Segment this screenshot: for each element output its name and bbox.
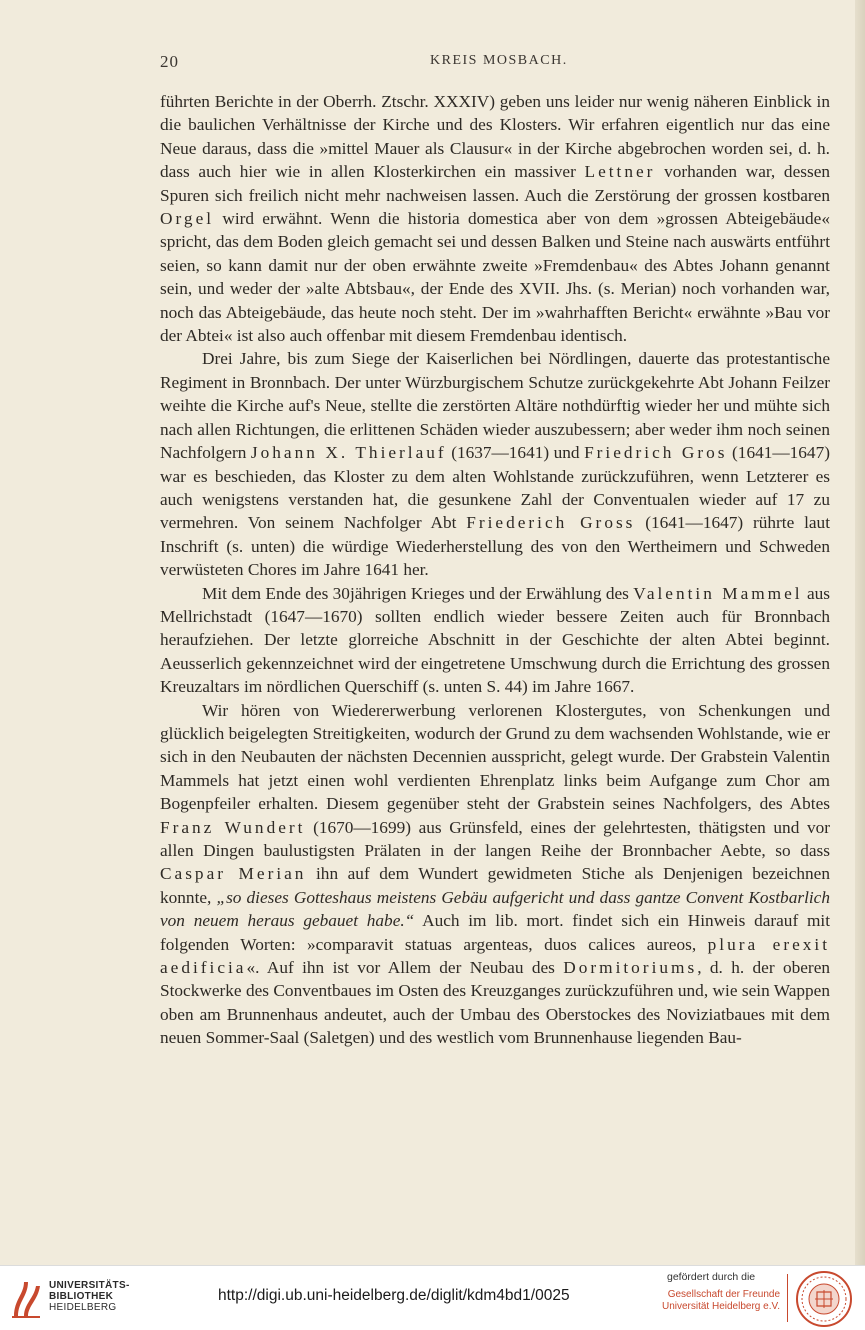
spaced-name: Dormitoriums <box>563 958 698 978</box>
text-run: (1670—1699) aus Grünsfeld, eines der gelehrtesten, thätigsten und vor allen Dingen baulustigsten Prälaten in der langen Reihe der Bronnbacher Aebte, so dass <box>160 817 831 860</box>
spaced-name: Johann X. Thierlauf <box>250 443 447 463</box>
page-number: 20 <box>160 52 179 71</box>
university-library-logo-icon <box>10 1276 42 1320</box>
spaced-name: Orgel <box>160 209 215 229</box>
sponsor-name: Gesellschaft der Freunde Universität Heidelberg e.V. <box>661 1289 780 1312</box>
text-run: aus Mellrichstadt (1647—1670) sollten endlich wieder bessere Zeiten auch für Bronnbach heraufziehen. Der letzte glorreiche Abschnitt in der Geschichte der alten Abtei beginnt. Aeusserlich gekennzeichnet wird der eingetretene Umschwung durch die Errichtung des grossen Kreuzaltars im nördlichen Querschiff (s. unten S. 44) im Jahre 1667. <box>160 583 830 697</box>
text-run: führten Berichte in der Oberrh. Ztschr. XXXIV) geben uns leider nur wenig näheren Einblick in die baulichen Verhältnisse der Kirche und des Klosters. Wir erfahren eigentlich nur das eine Neue daraus, dass die »mittel Mauer als Clausur« in der Kirche abgebrochen worden sei, d. h. dass auch hier wie in allen Klosterkirchen ein massiver <box>160 92 830 182</box>
italic-quote: „so dieses Gotteshaus meistens Gebäu aufgericht und dass gantze Convent Kostbarlich von neuem heraus gebauet habe.“ <box>160 887 830 931</box>
spaced-name: Caspar Merian <box>160 864 307 884</box>
footer-divider <box>787 1274 788 1322</box>
library-name: UNIVERSITÄTS- BIBLIOTHEK HEIDELBERG <box>49 1280 130 1313</box>
page-edge-shadow <box>855 0 865 1265</box>
text-run: ihn auf dem Wundert gewidmeten Stiche als Denjenigen bezeichnen konnte, <box>160 864 830 907</box>
paragraph-1 <box>160 90 830 347</box>
spaced-name: Lettner <box>584 162 656 182</box>
body-text <box>160 90 830 1050</box>
running-head: KREIS MOSBACH. <box>430 53 568 68</box>
permalink-url[interactable]: http://digi.ub.uni-heidelberg.de/diglit/kdm4bd1/0025 <box>218 1287 570 1304</box>
paragraph-2 <box>160 347 830 581</box>
paragraph-3 <box>160 582 830 699</box>
paragraph-4 <box>160 699 830 1050</box>
sponsor-label: gefördert durch die <box>667 1271 756 1283</box>
text-run: wird erwähnt. Wenn die historia domestica aber von dem »grossen Abteigebäude« spricht, das dem Boden gleich gemacht sei und dessen Balken und Steine nach auswärts entführt seien, so kann damit nur der oben erwähnte zweite »Fremdenbau« des Abtes Johann genannt sein, und weder der »alte Abtsbau«, der Ende des XVII. Jhs. (s. Merian) noch vorhanden war, noch das Abteigebäude, das heute noch steht. Der im »wahrhafften Bericht« erwähnte »Bau vor der Abtei« ist also auch offenbar mit diesem Fremdenbau identisch. <box>160 209 830 346</box>
text-run: , d. h. der oberen Stockwerke des Conventbaues im Osten des Kreuzganges zurückzuführen und, wie sein Wappen oben am Brunnenhaus andeutet, auch der Umbau des Oberstockes des Noviziatbaues mit dem neuen Sommer-Saal (Saletgen) und des westlich vom Brunnenhause liegenden Bau- <box>160 958 831 1048</box>
spaced-name: Friedrich Gros <box>584 443 728 463</box>
text-run: Mit dem Ende des 30jährigen Krieges und der Erwählung des <box>202 583 634 603</box>
page-header <box>160 50 830 74</box>
spaced-name: Friederich Gross <box>466 513 636 533</box>
text-run: (1641—1647) war es beschieden, das Kloster zu dem alten Wohlstande zurückzuführen, wenn Letzterer es auch wenigstens verstanden hat, die gesunkene Zahl der Conventualen wieder auf 17 zu vermehren. Von seinem Nachfolger Abt <box>160 443 830 533</box>
text-run: Drei Jahre, bis zum Siege der Kaiserlichen bei Nördlingen, dauerte das protestantische Regiment in Bronnbach. Der unter Würzburgischem Schutze zurückgekehrte Abt Johann Feilzer weihte die Kirche auf's Neue, stellte die zerstörten Altäre nothdürftig wieder her und mühte sich nach allen Richtungen, die erlittenen Schäden wieder auszubessern; aber weder ihm noch seinen Nachfolgern <box>160 349 830 463</box>
spaced-name: plura erexit aedificia <box>160 934 830 978</box>
viewer-footer <box>0 1265 865 1330</box>
spaced-name: Franz Wundert <box>160 817 306 837</box>
text-run: (1637—1641) und <box>446 443 585 463</box>
spaced-name: Valentin Mammel <box>633 583 803 603</box>
university-seal-icon <box>795 1270 853 1328</box>
text-run: vorhanden war, dessen Spuren sich freilich nicht mehr nachweisen lassen. Auch die Zerstörung der grossen kostbaren <box>160 162 831 205</box>
text-run: «. Auf ihn ist vor Allem der Neubau des <box>246 958 564 978</box>
text-run: (1641—1647) rührte laut Inschrift (s. unten) die würdige Wiederherstellung des von den Wertheimern und Schweden verwüsteten Chores im Jahre 1641 her. <box>160 513 830 580</box>
text-run: Auch im lib. mort. findet sich ein Hinweis darauf mit folgenden Worten: »comparavit statuas argenteas, duos calices aureos, <box>160 911 830 954</box>
text-run: Wir hören von Wiedererwerbung verlorenen Klostergutes, von Schenkungen und glücklich beigelegten Streitigkeiten, wodurch der Grund zu dem wachsenden Wohlstande, wie er sich in den Neubauten der nächsten Decennien ausspricht, gelegt wurde. Der Grabstein Valentin Mammels hat jetzt einen wohl verdienten Ehrenplatz links beim Aufgange zum Chor am Bogenpfeiler erhalten. Diesem gegenüber steht der Grabstein seines Nachfolgers, des Abtes <box>160 700 830 814</box>
